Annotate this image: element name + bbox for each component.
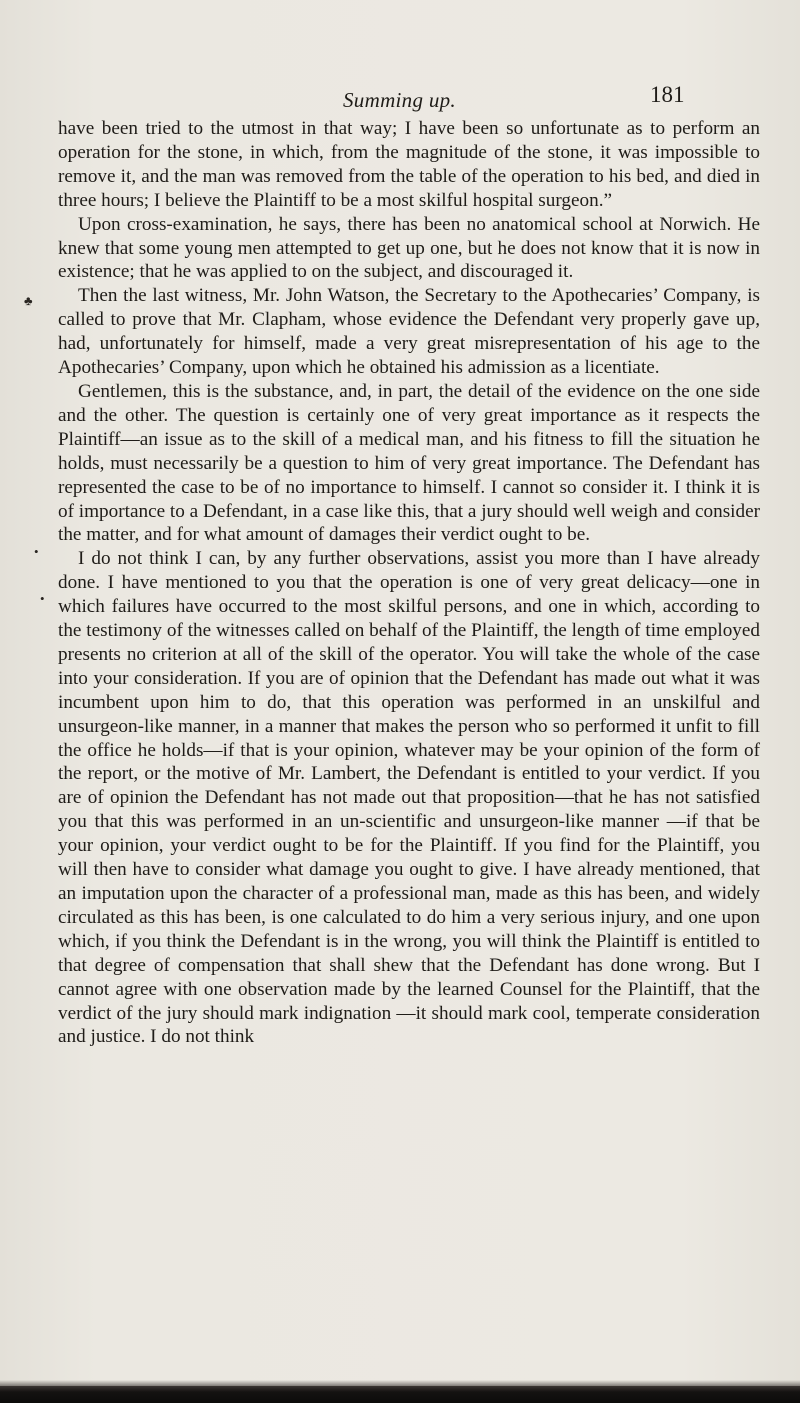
paragraph-cross-examination: Upon cross-examination, he says, there has been no anatomical school at Norwich. He knew that some young men attempted to get up one, but he does not know that it is now in existence; that he was applied to on the subject, and discouraged it. [58,213,760,283]
page-number: 181 [650,82,685,107]
margin-mark: • [34,544,39,559]
paragraph-last-witness: Then the last witness, Mr. John Watson, the Secretary to the Apothecaries’ Company, is called to prove that Mr. Clapham, whose evidence the Defendant very properly gave up, had, unfortunately for himself, made a very great misrepresentation of his age to the Apothecaries’ Company, upon which he obtained his admission as a licentiate. [58,285,760,379]
paragraph-substance: Gentlemen, this is the substance, and, in part, the detail of the evidence on the one side and the other. The question is certainly one of very great importance as it respects the Plaintiff—an issue as to the skill of a medical man, and his fitness to fill the situation he holds, must necessarily be a question to him of very great importance. The Defendant has represented the case to be of no importance to himself. I cannot so consider it. I think it is of importance to a Defendant, in a case like this, that a jury should well weigh and consider the matter, and for what amount of damages their verdict ought to be. [58,380,760,546]
page-bottom-edge [0,1386,800,1403]
running-title: Summing up. [343,88,456,112]
paragraph-continuation: have been tried to the utmost in that way; I have been so unfortunate as to perform an operation for the stone, in which, from the magnitude of the stone, it was impossible to remove it, and the man was removed from the table of the operation to his bed, and died in three hours; I believe the Plaintiff to be a most skilful hospital surgeon.” [58,118,760,211]
margin-mark: • [40,591,45,606]
running-head [0,78,800,118]
paragraph-summing-up: I do not think I can, by any further observations, assist you more than I have already done. I have mentioned to you that the operation is one of very great delicacy—one in which failures have occurred to the most skilful persons, and one in which, according to the testimony of the witnesses called on behalf of the Plaintiff, the length of time employed presents no criterion at all of the skill of the operator. You will take the whole of the case into your consideration. If you are of opinion that the Defendant has made out what it was incumbent upon him to do, that this operation was performed in an unskilful and unsurgeon-like manner, in a manner that makes the person who so performed it unfit to fill the office he holds—if that is your opinion, whatever may be your opinion of the form of the report, or the motive of Mr. Lambert, the Defendant is entitled to your verdict. If you are of opinion the Defendant has not made out that proposition—that he has not satisfied you that this was performed in an un-scientific and unsurgeon-like manner —if that be your opinion, your verdict ought to be for the Plaintiff. If you find for the Plaintiff, you will then have to consider what damage you ought to give. I have already mentioned, that an imputation upon the character of a professional man, made as this has been, and widely circulated as this has been, is one calculated to do him a very serious injury, and one upon which, if you think the Defendant is in the wrong, you will think the Plaintiff is entitled to that degree of compensation that shall shew that the Defendant has done wrong. But I cannot agree with one observation made by the learned Counsel for the Plaintiff, that the verdict of the jury should mark indignation —it should mark cool, temperate consideration and justice. I do not think [58,548,760,1048]
margin-mark: ♣ [24,293,33,308]
body-text [58,117,760,1049]
